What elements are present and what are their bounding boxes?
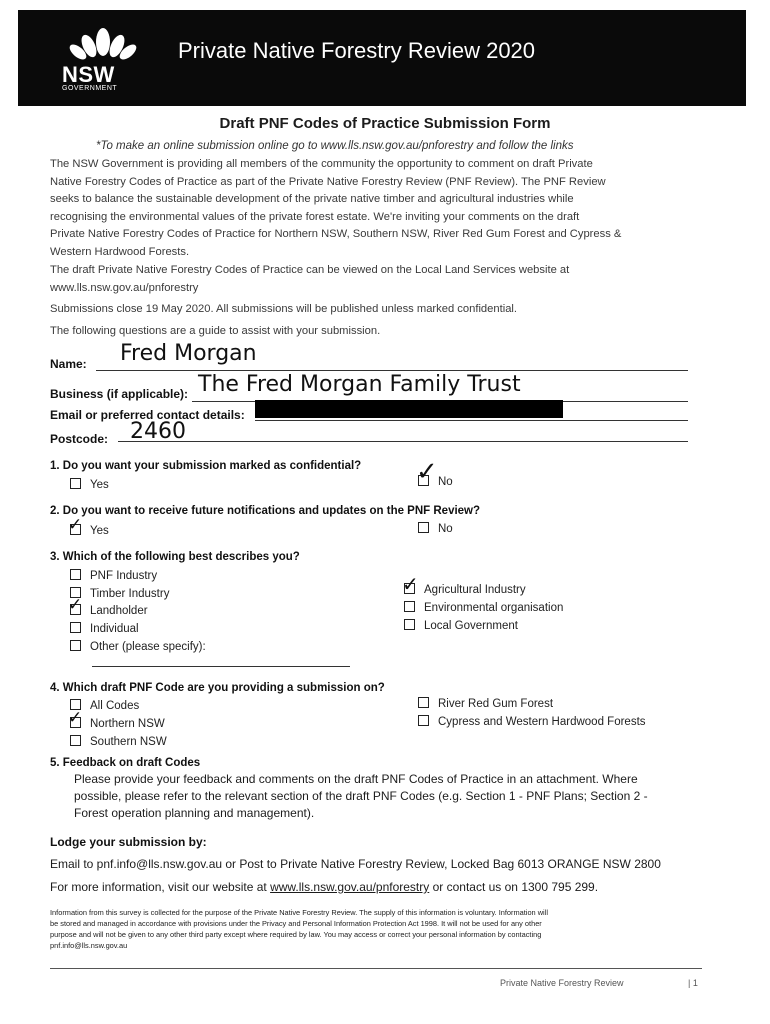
question-4: 4. Which draft PNF Code are you providing a submission on?	[50, 682, 385, 694]
page-number: | 1	[688, 978, 698, 988]
name-value[interactable]: Fred Morgan	[120, 341, 257, 366]
checkbox[interactable]	[402, 574, 419, 596]
postcode-value[interactable]: 2460	[130, 419, 186, 444]
checkbox[interactable]	[418, 715, 429, 726]
postcode-label: Postcode:	[50, 432, 109, 446]
q4-option-cypress-western-hardwood[interactable]: Cypress and Western Hardwood Forests	[418, 715, 646, 728]
question-5: 5. Feedback on draft Codes	[50, 757, 201, 769]
privacy-notice: Information from this survey is collected for the purpose of the Private Native Forestry Review. The supply of this information is voluntary. Information will be stored and managed in accordance with provisions under the Privacy and Personal Information Protection Act 1998. It will not be used for any other purpose and will not be given to any other third party except where required by law. You may access or correct your personal information by contacting pnf.info@lls.nsw.gov.au	[50, 908, 548, 950]
redacted-contact	[255, 400, 563, 418]
website-link[interactable]: www.lls.nsw.gov.au/pnforestry	[270, 880, 430, 894]
checkmark-icon: ✓	[68, 708, 83, 727]
checkbox[interactable]	[404, 619, 415, 630]
checkmark-icon: ✓	[402, 574, 419, 596]
q1-no-option[interactable]: ✓ No	[416, 456, 453, 488]
postcode-line	[118, 441, 688, 442]
checkmark-icon: ✓	[68, 515, 83, 534]
q4-option-all-codes[interactable]: All Codes	[70, 699, 139, 712]
online-note: *To make an online submission online go to www.lls.nsw.gov.au/pnforestry and follow the links	[96, 140, 574, 152]
more-info: For more information, visit our website at www.lls.nsw.gov.au/pnforestry or contact us on 1300 795 299.	[50, 880, 599, 894]
lodge-email-post: Email to pnf.info@lls.nsw.gov.au or Post to Private Native Forestry Review, Locked Bag 6013 ORANGE NSW 2800	[50, 857, 661, 871]
q4-option-southern-nsw[interactable]: Southern NSW	[70, 735, 167, 748]
q3-option-local-government[interactable]: Local Government	[404, 619, 518, 632]
checkbox[interactable]	[404, 601, 415, 612]
email-line	[255, 420, 688, 421]
q5-instructions: Please provide your feedback and comments on the draft PNF Codes of Practice in an attachment. Where possible, please refer to the relevant section of the draft PNF Codes (e.g. Section 1 - PNF Plans; Section 2 - Forest operation planning and management).	[74, 772, 648, 820]
business-value[interactable]: The Fred Morgan Family Trust	[198, 372, 521, 397]
q3-option-pnf-industry[interactable]: PNF Industry	[70, 569, 157, 582]
q3-option-other[interactable]: Other (please specify):	[70, 640, 206, 653]
checkbox[interactable]	[68, 595, 83, 615]
q2-no-option[interactable]: No	[418, 522, 453, 535]
q3-option-agricultural-industry[interactable]: ✓ Agricultural Industry	[402, 574, 526, 596]
checkmark-icon: ✓	[416, 456, 438, 486]
q1-yes-option[interactable]: Yes	[70, 478, 109, 491]
name-label: Name:	[50, 357, 87, 371]
q3-option-timber-industry[interactable]: Timber Industry	[70, 587, 169, 600]
lodge-heading: Lodge your submission by:	[50, 835, 207, 849]
banner-title: Private Native Forestry Review 2020	[178, 38, 536, 63]
question-3: 3. Which of the following best describes you?	[50, 551, 300, 563]
q3-option-environmental-organisation[interactable]: Environmental organisation	[404, 601, 563, 614]
q4-option-northern-nsw[interactable]: ✓ Northern NSW	[68, 708, 165, 730]
q2-yes-option[interactable]: ✓ Yes	[68, 515, 109, 537]
question-2: 2. Do you want to receive future notifications and updates on the PNF Review?	[50, 505, 481, 517]
close-note: Submissions close 19 May 2020. All submissions will be published unless marked confidential.	[50, 303, 518, 315]
q3-option-landholder[interactable]: ✓ Landholder	[68, 595, 148, 617]
q2-no-checkbox[interactable]	[418, 522, 429, 533]
other-specify-line	[92, 666, 350, 667]
name-line	[96, 370, 688, 371]
q3-option-individual[interactable]: Individual	[70, 622, 139, 635]
checkbox[interactable]	[70, 640, 81, 651]
view-note: The draft Private Native Forestry Codes of Practice can be viewed on the Local Land Services website at www.lls.nsw.gov.au/pnforestry	[50, 264, 570, 294]
q1-yes-checkbox[interactable]	[70, 478, 81, 489]
business-label: Business (if applicable):	[50, 387, 189, 401]
q4-option-river-red-gum[interactable]: River Red Gum Forest	[418, 697, 553, 710]
checkbox[interactable]	[418, 697, 429, 708]
footer-title: Private Native Forestry Review	[500, 978, 624, 988]
form-title: Draft PNF Codes of Practice Submission Form	[219, 115, 551, 132]
checkmark-icon: ✓	[68, 595, 83, 614]
checkbox[interactable]	[70, 622, 81, 633]
checkbox[interactable]	[68, 708, 83, 728]
footer-divider	[50, 968, 702, 969]
q2-yes-checkbox[interactable]	[68, 515, 83, 535]
logo-subtext: GOVERNMENT	[62, 85, 118, 92]
email-label: Email or preferred contact details:	[50, 408, 245, 422]
checkbox[interactable]	[70, 569, 81, 580]
checkbox[interactable]	[70, 735, 81, 746]
logo-text: NSW	[62, 62, 115, 87]
question-1: 1. Do you want your submission marked as confidential?	[50, 460, 362, 472]
guide-note: The following questions are a guide to assist with your submission.	[50, 325, 381, 337]
intro-paragraph: The NSW Government is providing all members of the community the opportunity to comment on draft Private Native Forestry Codes of Practice as part of the Private Native Forestry Review (PNF Review). The PNF Review seeks to balance the sustainable development of the private native timber and agricultural industries while recognising the environmental values of the private forest estate. We're inviting your comments on the draft Private Native Forestry Codes of Practice for Northern NSW, Southern NSW, River Red Gum Forest and Cypress & Western Hardwood Forests.	[50, 158, 622, 258]
